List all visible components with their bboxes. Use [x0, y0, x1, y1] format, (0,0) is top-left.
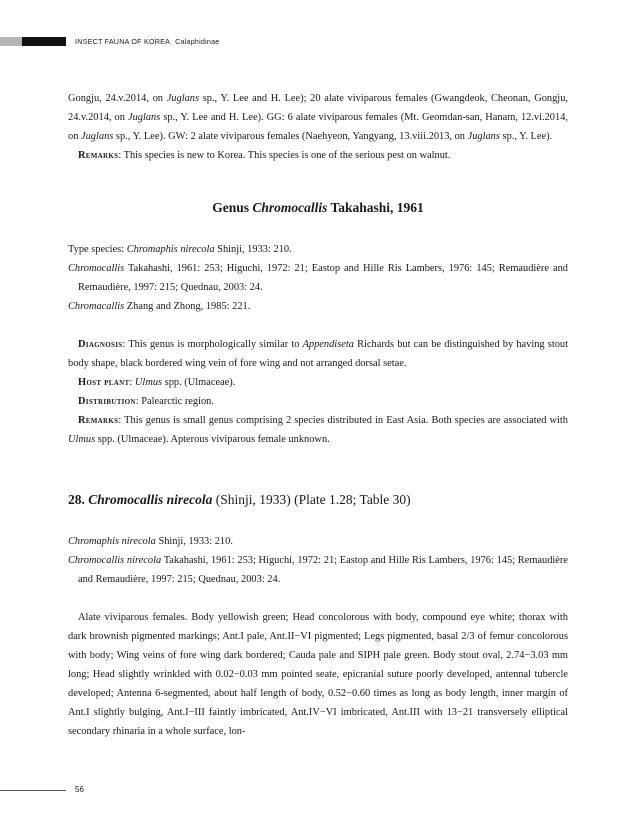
header-grey-bar: [0, 37, 22, 46]
page-number: 56: [75, 785, 84, 794]
distribution-paragraph: Distribution: Palearctic region.: [78, 396, 214, 407]
species-synonym-1: Chromaphis nirecola Shinji, 1933: 210.: [68, 536, 233, 547]
type-species-line: Type species: Chromaphis nirecola Shinji, 1933: 210.: [68, 244, 292, 255]
species-heading: 28. Chromocallis nirecola (Shinji, 1933) (Plate 1.28; Table 30): [68, 492, 411, 507]
remarks-label: Remarks: [78, 150, 119, 161]
genus-remarks-label: Remarks: [78, 415, 119, 426]
genus-synonym-1: Chromocallis Takahashi, 1961: 253; Higuchi, 1972: 21; Eastop and Hille Ris Lambers, 1976: 145; Remaudière and Remaudière, 1997: 215; Quednau, 2003: 24.: [68, 263, 568, 293]
species-synonym-2: Chromocallis nirecola Takahashi, 1961: 253; Higuchi, 1972: 21; Eastop and Hille Ris Lambers, 1976: 145; Remaudière and Remaudière, 1997: 215; Quednau, 2003: 24.: [68, 555, 568, 585]
genus-synonym-2: Chromacallis Zhang and Zhong, 1985: 221.: [68, 301, 251, 312]
species-description: Alate viviparous females. Body yellowish green; Head concolorous with body, compound eye white; thorax with dark brownish pigmented markings; Ant.I pale, Ant.II−VI pigmented; Legs pigmented, basal 2/3 of femur concolorous with body; Wing veins of fore wing dark bordered; Cauda pale and SIPH pale green. Body stout oval, 2.74−3.03 mm long; Head slightly wrinkled with 0.02−0.03 mm pointed seate, epicranial suture poorly developed, antennal tubercle developed; Antenna 6-segmented, about half length of body, 0.52−0.60 times as long as body length, inner margin of Ant.I slightly bulging, Ant.I−III faintly imbricated, Ant.IV−VI imbricated, Ant.III with 13−21 transversely elliptical secondary rhinaria in a whole surface, lon-: [68, 612, 568, 737]
material-examined-paragraph: Gongju, 24.v.2014, on Juglans sp., Y. Lee and H. Lee); 20 alate viviparous females (Gwangdeok, Cheonan, Gongju, 24.v.2014, on Juglans sp., Y. Lee and H. Lee). GG: 6 alate viviparous females (Mt. Geomdan-san, Hanam, 12.vi.2014, on Juglans sp., Y. Lee). GW: 2 alate viviparous females (Naehyeon, Yangyang, 13.viii.2013, on Juglans sp., Y. Lee).: [68, 93, 568, 142]
header-title: INSECT FAUNA OF KOREA: [75, 37, 171, 46]
host-plant-label: Host plant: [78, 377, 130, 388]
distribution-label: Distribution: [78, 396, 136, 407]
page-content: [68, 89, 568, 741]
header-black-bar: [22, 37, 66, 46]
header-subtitle: Calaphidinae: [175, 37, 220, 46]
species-remarks-paragraph: Remarks: This species is new to Korea. This species is one of the serious pest on walnut.: [78, 150, 451, 161]
running-header: [75, 36, 220, 47]
diagnosis-label: Diagnosis: [78, 339, 123, 350]
genus-remarks-paragraph: Remarks: This genus is small genus comprising 2 species distributed in East Asia. Both species are associated with Ulmus spp. (Ulmaceae). Apterous viviparous female unknown.: [68, 415, 568, 445]
genus-heading: Genus Chromocallis Takahashi, 1961: [212, 200, 424, 215]
footer-rule: [0, 790, 66, 791]
host-plant-paragraph: Host plant: Ulmus spp. (Ulmaceae).: [78, 377, 236, 388]
diagnosis-paragraph: Diagnosis: This genus is morphologically similar to Appendiseta Richards but can be distinguished by having stout body shape, black bordered wing vein of fore wing and not arranged dorsal setae.: [68, 339, 568, 369]
